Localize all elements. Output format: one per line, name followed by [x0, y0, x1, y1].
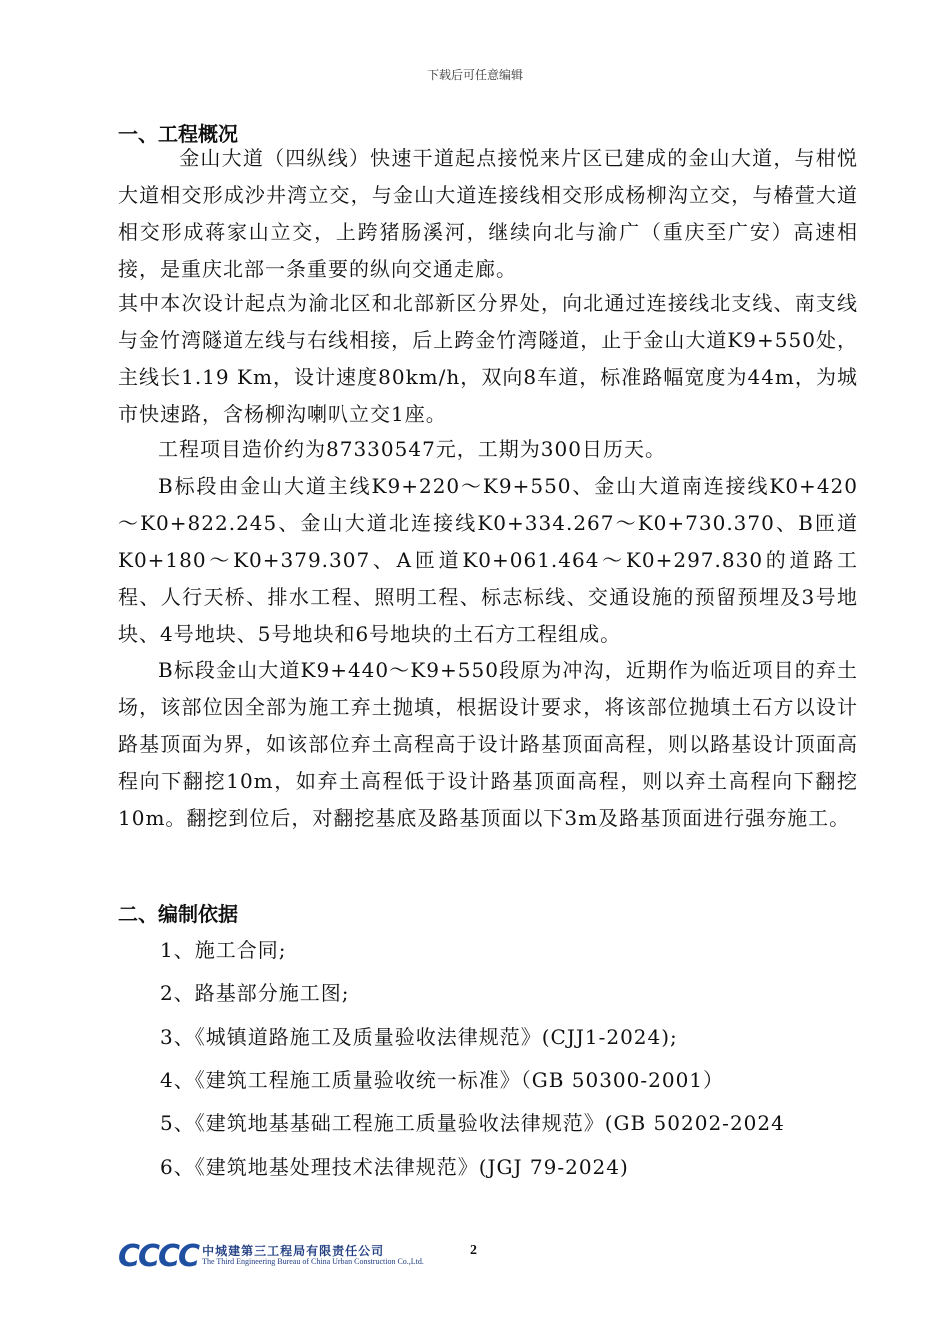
paragraph-project-overview: 金山大道（四纵线）快速干道起点接悦来片区已建成的金山大道，与柑悦大道相交形成沙井湾立交，与金山大道连接线相交形成杨柳沟立交，与椿萱大道相交形成蒋家山立交，上跨猪肠溪河，继续向北与渝广（重庆至广安）高速相接，是重庆北部一条重要的纵向交通走廊。 [118, 146, 858, 281]
company-name-cn: 中城建第三工程局有限责任公司 [202, 1244, 385, 1258]
basis-item-gb50300: 4、《建筑工程施工质量验收统一标准》（GB 50300-2001） [160, 1068, 725, 1092]
paragraph-design-scope: 其中本次设计起点为渝北区和北部新区分界处，向北通过连接线北支线、南支线与金竹湾隧道左线与右线相接，后上跨金竹湾隧道，止于金山大道K9+550处，主线长1.19 Km，设计速度80km/h，双向8车道，标准路幅宽度为44m，为城市快速路，含杨柳沟喇叭立交1座。 [118, 291, 858, 426]
basis-item-gb50202: 5、《建筑地基基础工程施工质量验收法律规范》(GB 50202-2024 [160, 1111, 785, 1135]
company-logo: CCCC [118, 1238, 199, 1274]
section-title-overview: 一、工程概况 [118, 122, 238, 146]
paragraph-section-b-scope: B标段由金山大道主线K9+220～K9+550、金山大道南连接线K0+420～K0+822.245、金山大道北连接线K0+334.267～K0+730.370、B匝道K0+180～K0+379.307、A匝道K0+061.464～K0+297.830的道路工程、人行天桥、排水工程、照明工程、标志标线、交通设施的预留预埋及3号地块、4号地块、5号地块和6号地块的土石方工程组成。 [118, 474, 858, 646]
section-title-basis: 二、编制依据 [118, 902, 238, 926]
page-header-note: 下载后可任意编辑 [426, 68, 523, 82]
basis-item-drawings: 2、路基部分施工图; [160, 981, 350, 1005]
basis-item-cjj1: 3、《城镇道路施工及质量验收法律规范》(CJJ1-2024); [160, 1025, 678, 1049]
paragraph-section-b-gully: B标段金山大道K9+440～K9+550段原为冲沟，近期作为临近项目的弃土场，该部位因全部为施工弃土抛填，根据设计要求，将该部位抛填土石方以设计路基顶面为界，如该部位弃土高程高于设计路基顶面高程，则以路基设计顶面高程向下翻挖10m，如弃土高程低于设计路基顶面高程，则以弃土高程向下翻挖10m。翻挖到位后，对翻挖基底及路基顶面以下3m及路基顶面进行强夯施工。 [118, 658, 858, 830]
company-name-block [202, 1245, 424, 1267]
paragraph-cost-schedule: 工程项目造价约为87330547元，工期为300日历天。 [158, 437, 666, 461]
company-name-en: The Third Engineering Bureau of China Urban Construction Co.,Ltd. [202, 1257, 424, 1267]
page-number: 2 [470, 1243, 477, 1258]
basis-item-jgj79: 6、《建筑地基处理技术法律规范》(JGJ 79-2024) [160, 1155, 629, 1179]
basis-item-contract: 1、施工合同; [160, 938, 287, 962]
footer-company [118, 1240, 424, 1272]
